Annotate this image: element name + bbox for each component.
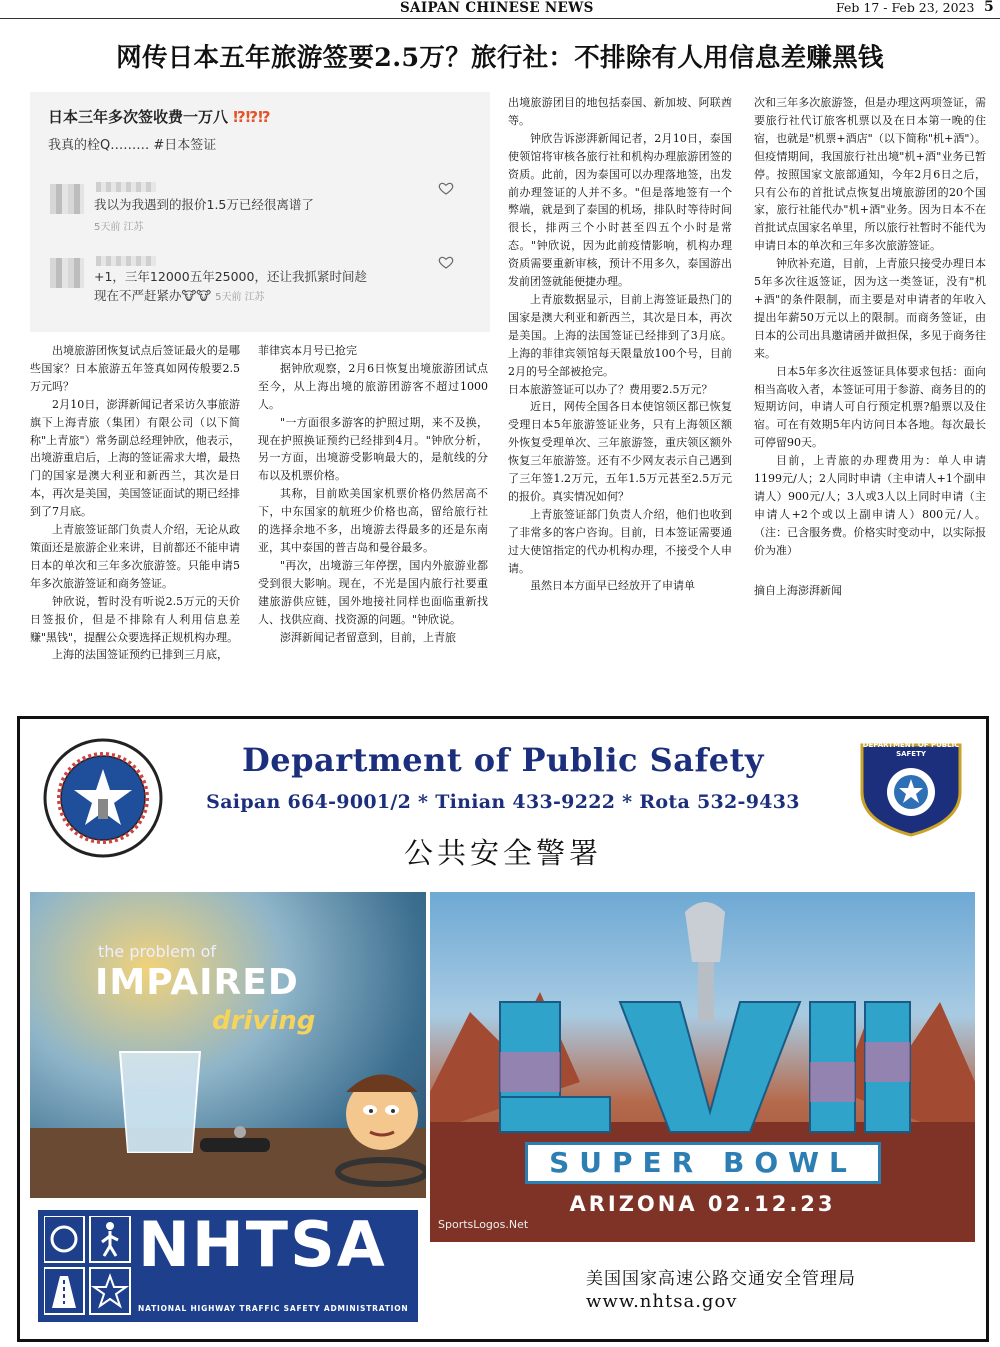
article-column-2 (258, 342, 488, 646)
alarm-marks: ⁉⁉⁉ (233, 108, 271, 126)
article-column-1 (30, 342, 240, 664)
nhtsa-icons-grid (44, 1216, 132, 1316)
super-bowl-image (430, 892, 975, 1242)
paragraph: 虽然日本方面早已经放开了申请单 (530, 579, 695, 593)
comment-text: 现在不严赶紧办🐮🐮 5天前 江苏 (94, 288, 265, 303)
subheading: 日本旅游签证可以办了？费用要2.5万元？ (508, 382, 713, 396)
post-subtitle: 我真的栓Q……… #日本签证 (48, 138, 217, 153)
paragraph: 上海的法国签证预约已排到三月底， (52, 648, 228, 662)
nhtsa-name-chinese: 美国国家高速公路交通安全管理局 (586, 1269, 856, 1289)
paragraph: 上青旅签证部门负责人介绍，无论从政策面还是旅游企业来讲，目前都还不能申请日本的单次和三年多次旅游签。只能申请5年多次旅游签证和商务签证。 (30, 523, 240, 590)
impaired-tagline: the problem of (98, 942, 217, 961)
issue-date-range: Feb 17 - Feb 23, 2023 (836, 0, 975, 15)
comment-meta: 5天前 江苏 (94, 222, 144, 233)
paragraph: 其称，目前欧美国家机票价格仍然居高不下，中东国家的航班少价格也高，留给旅行社的选择余地不多，出境游去得最多的还是东南亚，其中泰国的普吉岛和曼谷最多。 (258, 487, 488, 554)
impaired-driving-image (30, 892, 426, 1198)
paragraph: 出境旅游团目的地包括泰国、新加坡、阿联酋等。 (508, 96, 732, 127)
comment-text: +1，三年12000五年25000，还让我抓紧时间趁 (94, 269, 367, 284)
dps-advertisement (17, 716, 989, 1342)
article-column-4 (754, 94, 986, 599)
paragraph: 上青旅数据显示，目前上海签证最热门的国家是澳大利亚和新西兰，其次是日本，再次是美国。上海的法国签证已经排到了3月底。上海的菲律宾领馆每天限量放100个号，目前2月的号全部被抢完。 (508, 292, 732, 378)
nhtsa-wordmark: NHTSA (138, 1208, 387, 1281)
nhtsa-logo-panel (38, 1210, 418, 1322)
cow-emoji: 🐮🐮 (181, 288, 212, 303)
article-headline: 网传日本五年旅游签要2.5万？旅行社：不排除有人用信息差赚黑钱 (116, 43, 884, 73)
paragraph: "再次，出境游三年停摆，国内外旅游业都受到很大影响。现在，不光是国内旅行社要重建旅游供应链，国外地接社同样也面临重新找人、找供应商、找资源的问题。"钟欣说。 (258, 558, 488, 626)
subheading: 菲律宾本月号已抢完 (258, 344, 357, 357)
heart-icon[interactable] (438, 180, 454, 196)
super-bowl-logo (430, 892, 975, 1242)
dps-title: Department of Public Safety (242, 741, 764, 779)
paragraph: 近日，网传全国各日本使馆领区都已恢复受理日本5年旅游签证业务，只有上海领区额外恢复受理单次、三年旅游签，重庆领区额外恢复三年旅游签。还有不少网友表示自己遇到了三年签1.2万元，五年1.5万元甚至2.5万元的报价。真实情况如何？ (508, 400, 732, 503)
dps-title-chinese: 公共安全警署 (403, 836, 602, 870)
paragraph: 2月10日，澎湃新闻记者采访久事旅游旗下上海青旅（集团）有限公司（以下简称"上青旅"）常务副总经理钟欣，他表示，出境游重启后，上海的签证需求大增，最热门的国家是澳大利亚和新西兰，其次是日本，再次是美国，美国签证面试的期已经排到了7月底。 (30, 397, 240, 519)
paper-name: SAIPAN CHINESE NEWS (400, 0, 594, 16)
paragraph: 上青旅签证部门负责人介绍，他们也收到了非常多的客户咨询。目前，日本签证需要通过大使馆指定的代办机构办理，不接受个人申请。 (508, 507, 732, 575)
impaired-subheading: driving (212, 1006, 316, 1036)
paragraph: 目前，上青旅的办理费用为：单人申请1199元/人；2人同时申请（主申请人+1个副申请人）900元/人；3人或3人以上同时申请（主申请人+2个或以上副申请人）800元/人。（注：已含服务费。价格实时变动中，以实际报价为准） (754, 454, 986, 557)
paragraph: 钟欣补充道，目前，上青旅只接受办理日本5年多次往返签证，因为这一类签证，没有"机+酒"的条件限制，而主要是对申请者的年收入提出年薪50万元以上的限制。而商务签证，由日本的公司出具邀请函并做担保，多见于商务往来。 (754, 257, 986, 360)
social-post-screenshot (30, 92, 490, 332)
avatar (50, 258, 84, 288)
nhtsa-logo (30, 1202, 426, 1330)
nhtsa-full-name: NATIONAL HIGHWAY TRAFFIC SAFETY ADMINISTRATION (138, 1304, 409, 1313)
comment-meta: 5天前 江苏 (215, 292, 265, 303)
nhtsa-website[interactable]: www.nhtsa.gov (586, 1291, 738, 1312)
source-credit: 摘自上海澎湃新闻 (754, 583, 842, 597)
username-blurred (96, 182, 156, 192)
super-bowl-banner: SUPER BOWL (525, 1142, 881, 1184)
paragraph: 澎湃新闻记者留意到，目前，上青旅 (280, 630, 456, 644)
drink-and-driver-illustration (30, 892, 426, 1198)
impaired-heading: IMPAIRED (95, 962, 299, 1003)
paragraph: 据钟欣观察，2月6日恢复出境旅游团试点至今，从上海出境的旅游团游客不超过1000人。 (258, 361, 488, 411)
paragraph: 日本5年多次往返签证具体要求包括：面向相当高收入者，本签证可用于参游、商务目的的短期访问，申请人可自行预定机票?船票以及住宿。可在有效期5年内访问日本各地。每次最长可停留90天。 (754, 364, 986, 450)
dps-phone-numbers: Saipan 664-9001/2 * Tinian 433-9222 * Rota 532-9433 (206, 791, 800, 813)
page-number: 5 (984, 0, 994, 15)
dps-patch-text: DEPARTMENT OF PUBLIC SAFETY (862, 741, 960, 758)
heart-icon[interactable] (438, 254, 454, 270)
post-title: 日本三年多次签收费一万八 ⁉⁉⁉ (48, 108, 271, 126)
super-bowl-date: ARIZONA 02.12.23 (569, 1192, 836, 1216)
paragraph: 钟欣说，暂时没有听说2.5万元的天价日签报价，但是不排除有人利用信息差赚"黑钱"，提醒公众要选择正规机构办理。 (30, 594, 240, 644)
avatar (50, 184, 84, 214)
paragraph: "一方面很多游客的护照过期，来不及换，现在护照换证预约已经排到4月。"钟欣分析，另一方面，出境游受影响最大的，是航线的分布以及机票价格。 (258, 415, 488, 483)
comment-text: 我以为我遇到的报价1.5万已经很离谱了 (94, 197, 314, 212)
username-blurred (96, 256, 156, 266)
paragraph: 钟欣告诉澎湃新闻记者，2月10日，泰国使领馆将审核各旅行社和机构办理旅游团签的资质。此前，因为泰国可以办理落地签，出发前办理签证的人并不多。"但是落地签有一个弊端，就是到了泰国的机场，排队时等待时间很长，排两三个小时甚至四五个小时是常态。"钟欣说，因为此前疫情影响，机构办理资质需要重新审核，预计不用多久，泰国游出发前团签就能便捷办理。 (508, 131, 732, 289)
image-credit: SportsLogos.Net (438, 1218, 529, 1231)
paragraph: 出境旅游团恢复试点后签证最火的是哪些国家？日本旅游五年签真如网传般要2.5万元吗？ (30, 344, 240, 393)
article-column-3 (508, 94, 732, 595)
paragraph: 次和三年多次旅游签，但是办理这两项签证，需要旅行社代订旅客机票以及在日本第一晚的住宿，也就是"机票+酒店"（以下简称"机+酒"）。但疫情期间，我国旅行社出境"机+酒"业务已暂停。按照国家文旅部通知，今年2月6日之后，只有公布的首批试点恢复出境旅游团的20个国家，旅行社能代办"机+酒"业务。因为日本不在首批试点国家名单里，所以旅行社暂时不能代为申请日本的单次和三年多次旅游签证。 (754, 96, 986, 253)
